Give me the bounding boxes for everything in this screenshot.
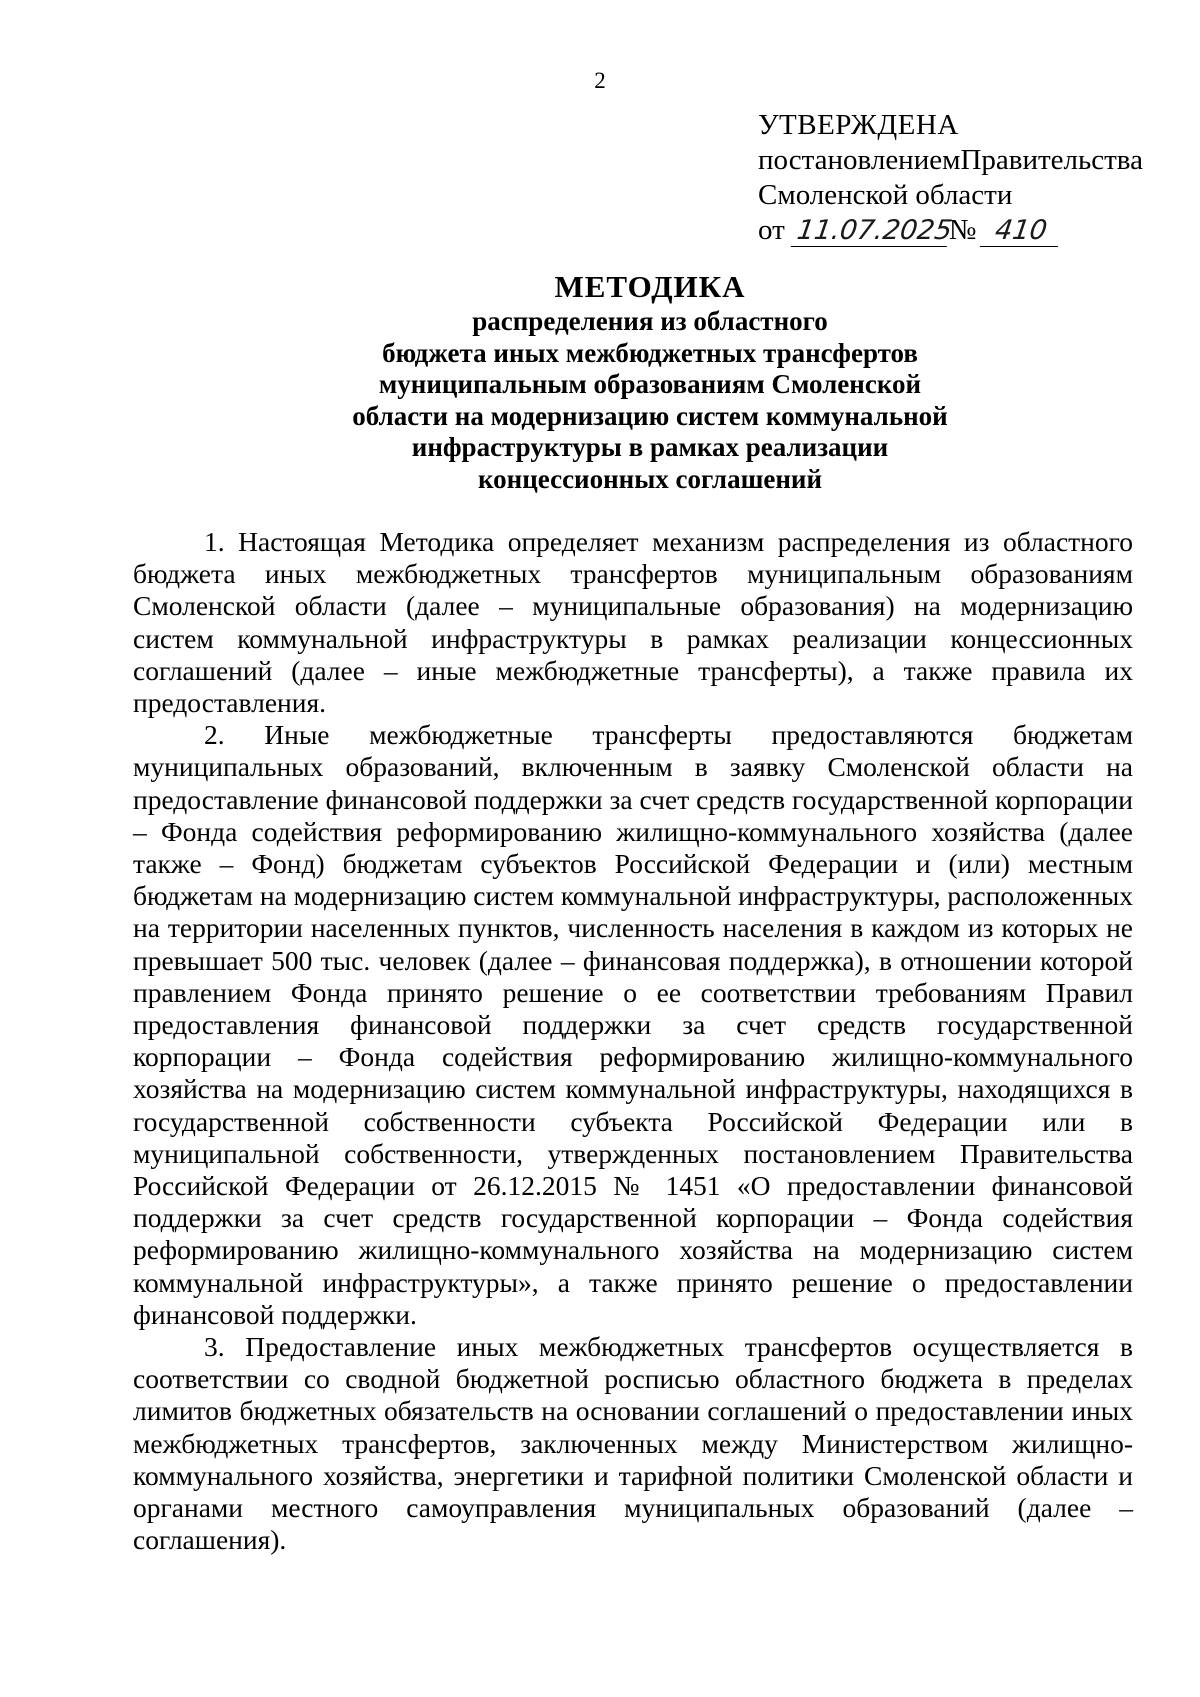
subtitle-line: концессионных соглашений (477, 463, 823, 494)
approval-word-resolution: постановлением (758, 144, 961, 176)
approval-title: УТВЕРЖДЕНА (758, 109, 959, 141)
subtitle-line: бюджета иных межбюджетных трансфертов (382, 337, 918, 368)
handwritten-date: 11.07.2025 (791, 216, 951, 247)
page-number: 2 (594, 68, 606, 93)
approval-date-line (758, 213, 1128, 248)
paragraph-2: 2. Иные межбюджетные трансферты предоставляются бюджетам муниципальных образований, включенным в заявку Смоленской области на предоставление финансовой поддержки за счет средств государственной корпорации – Фонда содействия реформированию жилищно-коммунального хозяйства (далее также – Фонд) бюджетам субъектов Российской Федерации и (или) местным бюджетам на модернизацию систем коммунальной инфраструктуры, расположенных на территории населенных пунктов, численность населения в каждом из которых не превышает 500 тыс. человек (далее – финансовая поддержка), в отношении которой правлением Фонда принято решение о ее соответствии требованиям Правил предоставления финансовой поддержки за счет средств государственной корпорации – Фонда содействия реформированию жилищно-коммунального хозяйства на модернизацию систем коммунальной инфраструктуры, находящихся в государственной собственности субъекта Российской Федерации или в муниципальной собственности, утвержденных постановлением Правительства Российской Федерации от 26.12.2015 № 1451 «О предоставлении финансовой поддержки за счет средств государственной корпорации – Фонда содействия реформированию жилищно-коммунального хозяйства на модернизацию систем коммунальной инфраструктуры», а также принято решение о предоставлении финансовой поддержки. (133, 719, 1133, 1330)
paragraph-3: 3. Предоставление иных межбюджетных трансфертов осуществляется в соответствии со сводной бюджетной росписью областного бюджета в пределах лимитов бюджетных обязательств на основании соглашений о предоставлении иных межбюджетных трансфертов, заключенных между Министерством жилищно-коммунального хозяйства, энергетики и тарифной политики Смоленской области и органами местного самоуправления муниципальных образований (далее – соглашения). (133, 1331, 1133, 1556)
subtitle-line: области на модернизацию систем коммунальной (352, 400, 948, 431)
subtitle-line: муниципальным образованиям Смоленской (378, 369, 922, 399)
approval-word-government: Правительства (960, 144, 1143, 176)
document-title: МЕТОДИКА (554, 269, 746, 304)
approval-date-prefix: от (758, 214, 785, 246)
subtitle-line: инфраструктуры в рамках реализации (411, 432, 889, 462)
approval-stamp-block (758, 108, 1143, 248)
document-subtitle (300, 306, 1000, 495)
approval-line-1 (758, 143, 1143, 178)
handwritten-number: 410 (980, 216, 1062, 247)
approval-number-sign: № (948, 214, 977, 246)
subtitle-line: распределения из областного (472, 306, 828, 336)
document-body (133, 526, 1133, 1557)
paragraph-1: 1. Настоящая Методика определяет механизм распределения из областного бюджета иных межбюджетных трансфертов муниципальным образованиям Смоленской области (далее – муниципальные образования) на модернизацию систем коммунальной инфраструктуры в рамках реализации концессионных соглашений (далее – иные межбюджетные трансферты), а также правила их предоставления. (133, 526, 1133, 719)
document-heading (300, 268, 1000, 495)
approval-line-2: Смоленской области (758, 179, 1013, 211)
